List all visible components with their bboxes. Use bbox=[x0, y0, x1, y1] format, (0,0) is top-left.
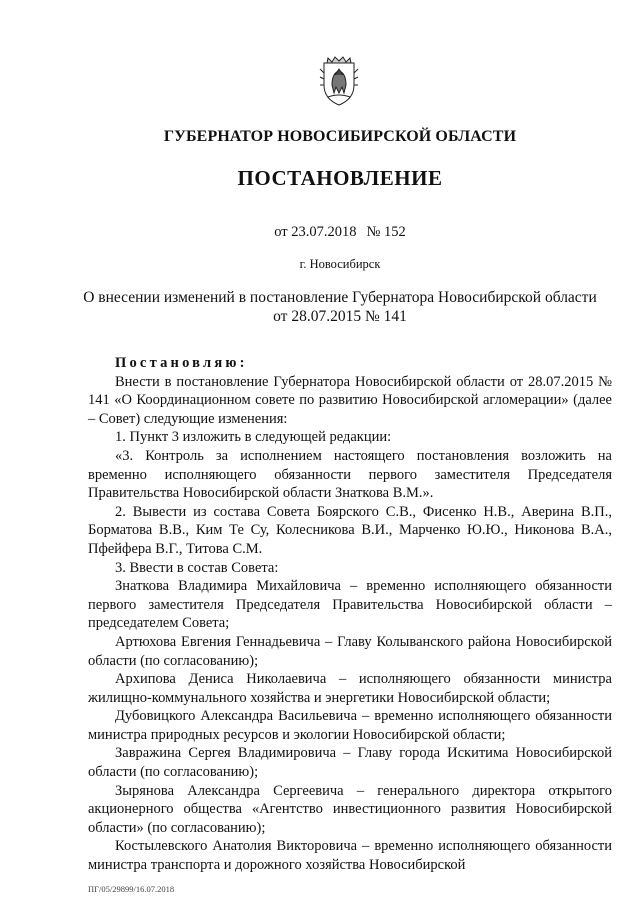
coat-of-arms-emblem bbox=[318, 55, 360, 107]
paragraph: Внести в постановление Губернатора Новосибирской области от 28.07.2015 № 141 «О Координационном совете по развитию Новосибирской агломерации» (далее – Совет) следующие изменения: bbox=[88, 373, 612, 427]
paragraph: 3. Ввести в состав Совета: bbox=[115, 559, 279, 576]
document-type: ПОСТАНОВЛЕНИЕ bbox=[237, 166, 443, 190]
paragraph: Костылевского Анатолия Викторовича – временно исполняющего обязанности министра транспорта и дорожного хозяйства Новосибирской bbox=[88, 838, 612, 874]
resolution-heading: Постановляю: bbox=[115, 355, 248, 371]
document-code-footer: ПГ/05/29899/16.07.2018 bbox=[88, 884, 175, 894]
document-title bbox=[40, 288, 640, 326]
document-number: № 152 bbox=[366, 224, 406, 240]
paragraph: Артюхова Евгения Геннадьевича – Главу Колыванского района Новосибирской области (по согласованию); bbox=[88, 633, 612, 669]
paragraph: «3. Контроль за исполнением настоящего постановления возложить на временно исполняющего обязанности первого заместителя Председателя Правительства Новосибирской области Знаткова В.М.». bbox=[88, 447, 612, 502]
paragraph: 1. Пункт 3 изложить в следующей редакции: bbox=[115, 429, 392, 446]
paragraph: Дубовицкого Александра Васильевича – временно исполняющего обязанности министра природных ресурсов и экологии Новосибирской области; bbox=[88, 708, 612, 743]
paragraph: 2. Вывести из состава Совета Боярского С.В., Фисенко Н.В., Аверина В.П., Борматова В.В., Ким Те Су, Колесникова В.И., Марченко Ю.Ю., Никонова В.А., Пфейфера В.Г., Титова С.М. bbox=[88, 503, 612, 557]
document-date: от 23.07.2018 bbox=[274, 224, 357, 240]
city: г. Новосибирск bbox=[299, 257, 381, 271]
paragraph: Знаткова Владимира Михайловича – временно исполняющего обязанности первого заместителя Председателя Правительства Новосибирской области – председателем Совета; bbox=[88, 578, 612, 632]
issuer-title: ГУБЕРНАТОР НОВОСИБИРСКОЙ ОБЛАСТИ bbox=[163, 128, 517, 145]
date-line bbox=[40, 224, 640, 241]
title-line-1: О внесении изменений в постановление Губернатора Новосибирской области bbox=[83, 289, 597, 306]
paragraph: Завражина Сергея Владимировича – Главу города Искитима Новосибирской области (по согласованию); bbox=[88, 745, 612, 781]
document-body bbox=[88, 354, 612, 875]
title-line-2: от 28.07.2015 № 141 bbox=[273, 308, 407, 325]
paragraph: Архипова Дениса Николаевича – исполняющего обязанности министра жилищно-коммунального хозяйства и энергетики Новосибирской области; bbox=[88, 671, 612, 706]
paragraph: Зырянова Александра Сергеевича – генерального директора открытого акционерного общества «Агентство инвестиционного развития Новосибирской области» (по согласованию); bbox=[88, 782, 612, 836]
